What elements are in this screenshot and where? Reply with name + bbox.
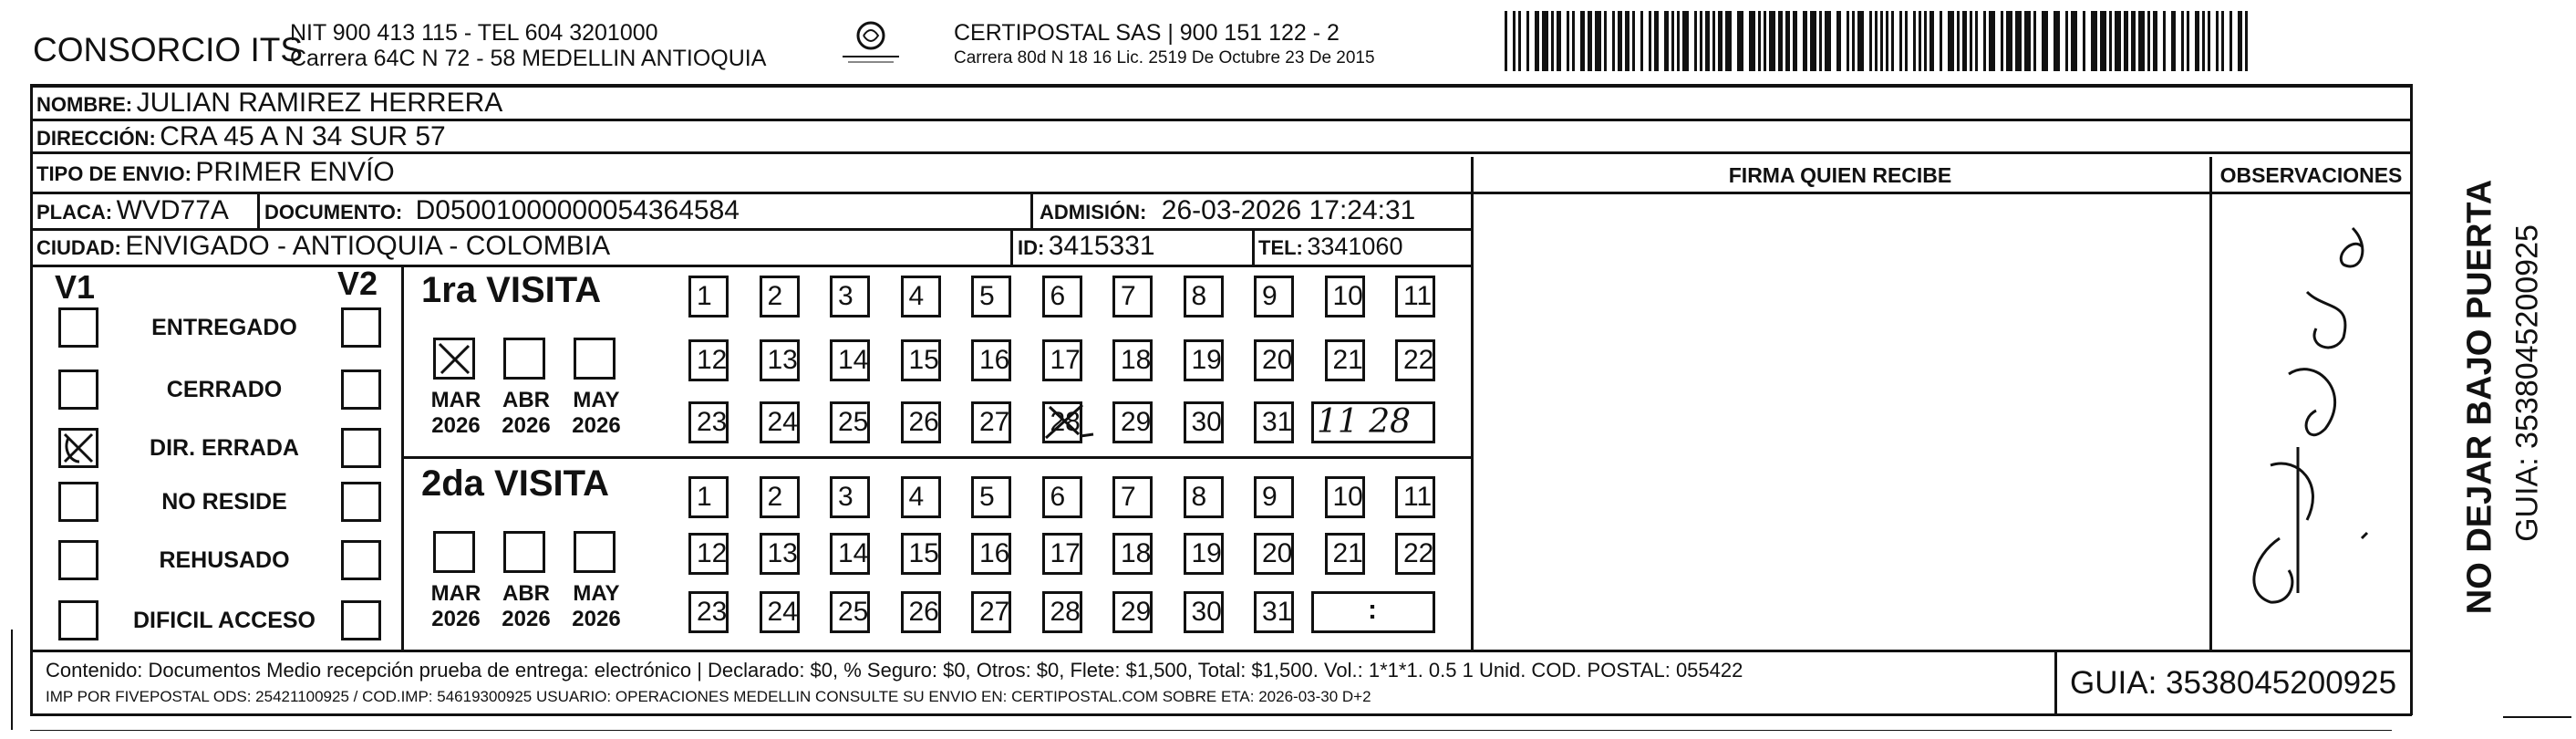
day-box[interactable]: 31 <box>1254 591 1294 633</box>
v2-checkbox[interactable] <box>341 600 381 640</box>
month-year: 2026 <box>502 413 551 438</box>
placa-value: WVD77A <box>116 195 229 225</box>
day-box[interactable]: 13 <box>760 339 800 381</box>
month-year: 2026 <box>572 413 621 438</box>
direccion-value: CRA 45 A N 34 SUR 57 <box>160 121 446 151</box>
tel-value: 3341060 <box>1307 233 1403 260</box>
day-box[interactable]: 12 <box>688 533 729 575</box>
month-name: MAR <box>430 581 481 606</box>
month-year: 2026 <box>502 607 551 631</box>
day-box[interactable]: 9 <box>1254 276 1294 317</box>
v2-checkbox[interactable] <box>341 428 381 468</box>
check-mark-icon <box>61 431 96 465</box>
month-checkbox[interactable] <box>574 338 616 380</box>
month-label <box>492 581 560 632</box>
day-box[interactable]: 19 <box>1184 533 1224 575</box>
month-name: MAY <box>573 388 620 412</box>
day-box[interactable]: 26 <box>901 591 941 633</box>
v1-label: V1 <box>55 268 96 306</box>
day-box[interactable]: 2 <box>760 276 800 317</box>
day-box[interactable]: 6 <box>1042 276 1082 317</box>
day-box[interactable]: 18 <box>1112 339 1153 381</box>
month-label <box>422 388 490 439</box>
day-box[interactable]: 10 <box>1325 476 1365 518</box>
status-label: DIR. ERRADA <box>150 435 299 461</box>
day-box[interactable]: 16 <box>971 533 1011 575</box>
day-box[interactable]: 28 <box>1042 401 1082 443</box>
documento-value: D05001000000054364584 <box>415 195 740 225</box>
footer-imp: IMP POR FIVEPOSTAL ODS: 25421100925 / COD.IMP: 54619300925 USUARIO: OPERACIONES MEDELLIN CONSULTE SU ENVIO EN: CERTIPOSTAL.COM SOBRE ETA: 2026-03-30 D+2 <box>46 688 1371 705</box>
v2-label: V2 <box>337 265 378 302</box>
day-box[interactable]: 12 <box>688 339 729 381</box>
month-year: 2026 <box>431 413 481 438</box>
day-box[interactable]: 11 <box>1395 476 1435 518</box>
day-box[interactable]: 29 <box>1112 591 1153 633</box>
nit-line: NIT 900 413 115 - TEL 604 3201000 <box>290 20 658 46</box>
side-guia: GUIA: 3538045200925 <box>2509 224 2545 542</box>
status-label: NO RESIDE <box>161 489 287 515</box>
day-box[interactable]: 23 <box>688 401 729 443</box>
admision-field <box>1040 195 1415 226</box>
month-year: 2026 <box>431 607 481 631</box>
day-box[interactable]: 23 <box>688 591 729 633</box>
visit1-title: 1ra VISITA <box>421 270 602 310</box>
check-mark-icon <box>436 340 472 377</box>
footer-contenido: Contenido: Documentos Medio recepción prueba de entrega: electrónico | Declarado: $0, % Seguro: $0, Otros: $0, Flete: $1,500, Total: $1,500. Vol.: 1*1*1. 0.5 1 Unid. COD. POSTAL: 055422 <box>46 659 1743 682</box>
day-box[interactable]: 29 <box>1112 401 1153 443</box>
footer-guia: GUIA: 3538045200925 <box>2070 665 2397 701</box>
day-box[interactable]: 3 <box>830 476 870 518</box>
v1-checkbox[interactable] <box>58 307 98 348</box>
month-name: ABR <box>502 581 550 606</box>
barcode <box>1505 11 2252 71</box>
month-checkbox[interactable] <box>574 531 616 573</box>
day-box[interactable]: 28 <box>1042 591 1082 633</box>
day-box[interactable]: 6 <box>1042 476 1082 518</box>
day-box[interactable]: 14 <box>830 339 870 381</box>
v1-checkbox[interactable] <box>58 540 98 580</box>
handwritten-time: 11 28 <box>1317 403 1412 441</box>
day-box[interactable]: 20 <box>1254 339 1294 381</box>
v2-checkbox[interactable] <box>341 482 381 522</box>
day-strike-mark <box>1039 398 1097 445</box>
month-label <box>563 388 630 439</box>
day-box[interactable]: 3 <box>830 276 870 317</box>
side-warning: NO DEJAR BAJO PUERTA <box>2460 179 2499 615</box>
v1-checkbox[interactable] <box>58 600 98 640</box>
admision-value: 26-03-2026 17:24:31 <box>1161 195 1416 225</box>
nombre-value: JULIAN RAMIREZ HERRERA <box>136 88 503 118</box>
id-field <box>1018 231 1155 262</box>
month-name: MAY <box>573 581 620 606</box>
firma-label: FIRMA QUIEN RECIBE <box>1728 163 1952 187</box>
nombre-label: NOMBRE: <box>36 93 133 116</box>
day-box[interactable]: 17 <box>1042 339 1082 381</box>
month-label <box>563 581 630 632</box>
month-label <box>492 388 560 439</box>
placa-label: PLACA: <box>36 201 113 224</box>
day-box[interactable]: 15 <box>901 339 941 381</box>
day-box[interactable]: 7 <box>1112 476 1153 518</box>
certipostal-logo-icon <box>839 20 903 66</box>
tipo-envio-label: TIPO DE ENVIO: <box>36 162 191 185</box>
ciudad-field <box>36 231 610 262</box>
day-box[interactable]: 2 <box>760 476 800 518</box>
v2-checkbox[interactable] <box>341 370 381 410</box>
day-box[interactable]: 11 <box>1395 276 1435 317</box>
v1-checkbox[interactable] <box>58 482 98 522</box>
day-box[interactable]: 24 <box>760 401 800 443</box>
day-box[interactable]: 4 <box>901 476 941 518</box>
day-box[interactable]: 13 <box>760 533 800 575</box>
month-year: 2026 <box>572 607 621 631</box>
day-box[interactable]: 14 <box>830 533 870 575</box>
status-label: DIFICIL ACCESO <box>132 608 316 633</box>
status-label: ENTREGADO <box>151 315 297 340</box>
receiver-signature <box>2216 210 2398 611</box>
ciudad-label: CIUDAD: <box>36 236 121 259</box>
observaciones-label: OBSERVACIONES <box>2219 163 2403 187</box>
day-box[interactable]: 25 <box>830 401 870 443</box>
day-box[interactable]: 19 <box>1184 339 1224 381</box>
day-box[interactable]: 5 <box>971 476 1011 518</box>
day-box[interactable]: 20 <box>1254 533 1294 575</box>
visit2-title: 2da VISITA <box>421 463 609 504</box>
nombre-field <box>36 88 502 119</box>
day-box[interactable]: 1 <box>688 276 729 317</box>
v1-checkbox[interactable] <box>58 370 98 410</box>
day-box[interactable]: 25 <box>830 591 870 633</box>
day-box[interactable]: 27 <box>971 591 1011 633</box>
ciudad-value: ENVIGADO - ANTIOQUIA - COLOMBIA <box>125 231 611 261</box>
day-box[interactable]: 17 <box>1042 533 1082 575</box>
day-box[interactable]: 9 <box>1254 476 1294 518</box>
day-box[interactable]: 1 <box>688 476 729 518</box>
documento-field <box>264 195 740 226</box>
status-label: CERRADO <box>166 377 283 402</box>
day-box[interactable]: 16 <box>971 339 1011 381</box>
day-box[interactable]: 7 <box>1112 276 1153 317</box>
tel-label: TEL: <box>1258 236 1303 259</box>
day-box[interactable]: 4 <box>901 276 941 317</box>
month-checkbox[interactable] <box>503 338 545 380</box>
id-value: 3415331 <box>1048 231 1155 261</box>
month-label <box>422 581 490 632</box>
day-box[interactable]: 15 <box>901 533 941 575</box>
id-label: ID: <box>1018 236 1045 259</box>
v1-checkbox[interactable] <box>58 428 98 468</box>
day-box[interactable]: 31 <box>1254 401 1294 443</box>
tipo-envio-value: PRIMER ENVÍO <box>195 157 395 187</box>
courier-line: CERTIPOSTAL SAS | 900 151 122 - 2 <box>954 20 1340 46</box>
day-box[interactable]: 27 <box>971 401 1011 443</box>
month-checkbox[interactable] <box>503 531 545 573</box>
day-box[interactable]: 30 <box>1184 591 1224 633</box>
day-box[interactable]: 22 <box>1395 339 1435 381</box>
day-box[interactable]: 21 <box>1325 339 1365 381</box>
direccion-field <box>36 121 446 152</box>
placa-field <box>36 195 229 226</box>
day-box[interactable]: 10 <box>1325 276 1365 317</box>
day-box[interactable]: 21 <box>1325 533 1365 575</box>
day-box[interactable]: 18 <box>1112 533 1153 575</box>
day-box[interactable]: 22 <box>1395 533 1435 575</box>
admision-label: ADMISIÓN: <box>1040 201 1147 224</box>
day-box[interactable]: 8 <box>1184 476 1224 518</box>
tipo-envio-field <box>36 157 395 188</box>
month-checkbox[interactable] <box>433 338 475 380</box>
day-box[interactable]: 8 <box>1184 276 1224 317</box>
time-placeholder: : <box>1368 595 1377 625</box>
day-box[interactable]: 24 <box>760 591 800 633</box>
day-box[interactable]: 26 <box>901 401 941 443</box>
tel-field <box>1258 233 1402 261</box>
address-line: Carrera 64C N 72 - 58 MEDELLIN ANTIOQUIA <box>290 46 767 71</box>
company-name: CONSORCIO ITS <box>33 31 304 68</box>
month-checkbox[interactable] <box>433 531 475 573</box>
v2-checkbox[interactable] <box>341 540 381 580</box>
day-box[interactable]: 5 <box>971 276 1011 317</box>
v2-checkbox[interactable] <box>341 307 381 348</box>
month-name: MAR <box>430 388 481 412</box>
license-line: Carrera 80d N 18 16 Lic. 2519 De Octubre 23 De 2015 <box>954 48 1375 68</box>
direccion-label: DIRECCIÓN: <box>36 127 156 150</box>
day-box[interactable]: 30 <box>1184 401 1224 443</box>
status-label: REHUSADO <box>159 547 290 573</box>
month-name: ABR <box>502 388 550 412</box>
documento-label: DOCUMENTO: <box>264 201 403 224</box>
